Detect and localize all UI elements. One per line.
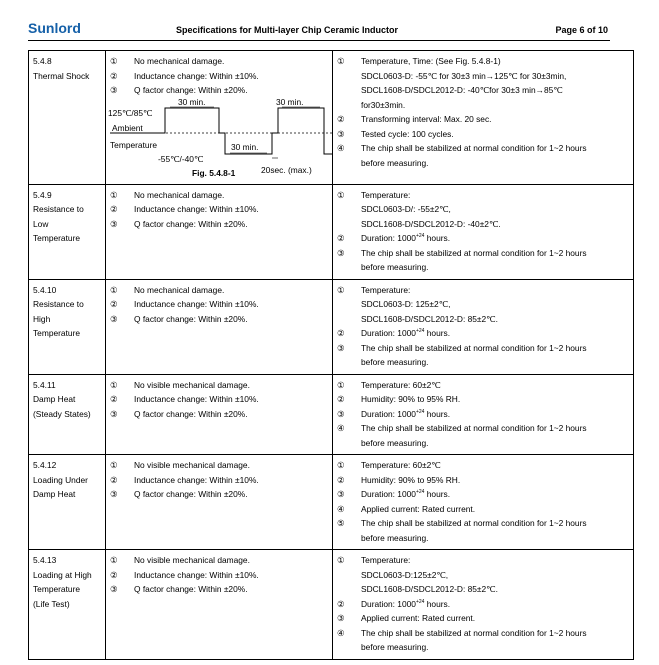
condition-text: Temperature: bbox=[361, 555, 411, 565]
requirement-line bbox=[110, 283, 328, 298]
item-number: ② bbox=[110, 569, 118, 580]
test-item-name: (Steady States) bbox=[33, 408, 91, 419]
condition-line bbox=[337, 188, 629, 203]
condition-text: SDCL0603-D: 125±2℃, bbox=[361, 299, 451, 309]
condition-text: Temperature: bbox=[361, 284, 411, 295]
condition-text: Humidity: 90% to 95% RH. bbox=[361, 394, 461, 404]
condition-text: Humidity: 90% to 95% RH. bbox=[361, 474, 461, 485]
requirements-cell bbox=[106, 279, 333, 374]
condition-line bbox=[337, 553, 629, 568]
condition-line bbox=[337, 392, 629, 407]
requirement-line bbox=[110, 487, 328, 502]
condition-text: SDCL1608-D/SDCL2012-D: 85±2℃. bbox=[361, 313, 498, 324]
item-number: ① bbox=[337, 379, 345, 390]
table-row bbox=[29, 184, 634, 279]
condition-line bbox=[337, 127, 629, 142]
item-number: ② bbox=[110, 299, 118, 309]
spec-table-body bbox=[29, 51, 634, 660]
condition-line bbox=[337, 582, 629, 597]
condition-line bbox=[337, 407, 629, 422]
item-number: ① bbox=[110, 555, 118, 565]
requirement-text: Inductance change: Within ±10%. bbox=[134, 299, 259, 309]
condition-text: SDCL0603-D: -55℃ for 30±3 min→125℃ for 30±3min, bbox=[361, 70, 567, 81]
item-number: ② bbox=[337, 474, 345, 485]
condition-text: before measuring. bbox=[361, 437, 429, 448]
condition-line bbox=[337, 640, 629, 655]
test-conditions-cell bbox=[333, 279, 634, 374]
fig-label-30min-2: 30 min. bbox=[231, 141, 259, 152]
item-number: ③ bbox=[110, 489, 118, 499]
requirement-line bbox=[110, 297, 328, 312]
condition-line bbox=[337, 231, 629, 246]
fig-label-low-temp: -55℃/-40℃ bbox=[158, 153, 204, 164]
item-number: ② bbox=[337, 233, 345, 243]
condition-line bbox=[337, 597, 629, 612]
condition-text: The chip shall be stabilized at normal condition for 1~2 hours bbox=[361, 143, 587, 153]
test-item-name: Damp Heat bbox=[33, 394, 76, 404]
item-number: ③ bbox=[110, 313, 118, 324]
condition-line bbox=[337, 341, 629, 356]
condition-text: before measuring. bbox=[361, 262, 429, 272]
condition-text: before measuring. bbox=[361, 532, 429, 543]
requirement-line bbox=[110, 202, 328, 217]
requirement-line bbox=[110, 54, 328, 69]
condition-line bbox=[337, 626, 629, 641]
condition-text: Temperature: bbox=[361, 189, 411, 200]
condition-line bbox=[337, 141, 629, 156]
requirement-text: Q factor change: Within ±20%. bbox=[134, 85, 248, 95]
test-item-name: Low bbox=[33, 218, 49, 229]
requirements-cell bbox=[106, 550, 333, 660]
condition-text: before measuring. bbox=[361, 157, 429, 168]
brand-logo: Sunlord bbox=[28, 20, 81, 36]
requirement-text: Inductance change: Within ±10%. bbox=[134, 70, 259, 81]
table-row bbox=[29, 279, 634, 374]
test-item-name: Resistance to bbox=[33, 299, 84, 309]
duration-unit: hours. bbox=[424, 328, 451, 338]
test-item-name: High bbox=[33, 313, 51, 324]
test-item-number: 5.4.9 bbox=[33, 189, 52, 200]
condition-text: Duration: 1000 bbox=[361, 408, 416, 419]
requirement-line bbox=[110, 458, 328, 473]
item-number: ④ bbox=[337, 503, 345, 514]
condition-line bbox=[337, 283, 629, 298]
page-header bbox=[28, 20, 610, 41]
item-number: ① bbox=[110, 379, 118, 390]
test-item-number: 5.4.13 bbox=[33, 555, 57, 565]
condition-text: SDCL1608-D/SDCL2012-D: -40±2℃. bbox=[361, 218, 501, 229]
condition-line bbox=[337, 260, 629, 275]
table-row bbox=[29, 455, 634, 550]
condition-line bbox=[337, 326, 629, 341]
test-item-name: Loading at High bbox=[33, 569, 92, 580]
condition-line bbox=[337, 516, 629, 531]
item-number: ③ bbox=[110, 218, 118, 229]
condition-text: Applied current: Rated current. bbox=[361, 613, 476, 623]
condition-line bbox=[337, 421, 629, 436]
item-number: ① bbox=[110, 284, 118, 295]
requirement-line bbox=[110, 83, 328, 98]
condition-text: before measuring. bbox=[361, 357, 429, 367]
duration-tolerance: +24 bbox=[415, 233, 425, 240]
condition-text: for30±3min. bbox=[361, 99, 406, 110]
fig-label-30min-1: 30 min. bbox=[178, 96, 206, 107]
requirement-line bbox=[110, 312, 328, 327]
condition-text: Duration: 1000 bbox=[361, 233, 416, 243]
requirement-text: No visible mechanical damage. bbox=[134, 555, 250, 565]
duration-unit: hours. bbox=[424, 408, 451, 419]
requirement-line bbox=[110, 217, 328, 232]
document-title: Specifications for Multi-layer Chip Ceramic Inductor bbox=[176, 25, 399, 35]
item-number: ① bbox=[110, 460, 118, 470]
test-conditions-cell bbox=[333, 184, 634, 279]
test-item-name: Temperature bbox=[33, 584, 81, 594]
item-number: ③ bbox=[337, 342, 345, 353]
condition-text: The chip shall be stabilized at normal condition for 1~2 hours bbox=[361, 423, 587, 433]
requirement-text: No mechanical damage. bbox=[134, 284, 225, 295]
test-item-name: (Life Test) bbox=[33, 598, 70, 609]
requirement-line bbox=[110, 473, 328, 488]
item-number: ② bbox=[337, 328, 345, 338]
requirement-line bbox=[110, 553, 328, 568]
requirement-text: Inductance change: Within ±10%. bbox=[134, 474, 259, 485]
test-item-cell bbox=[29, 184, 106, 279]
condition-line bbox=[337, 297, 629, 312]
test-item-number: 5.4.12 bbox=[33, 460, 57, 470]
requirement-text: No visible mechanical damage. bbox=[134, 460, 250, 470]
item-number: ② bbox=[337, 598, 345, 609]
fig-label-ambient: Ambient bbox=[112, 122, 143, 133]
condition-line bbox=[337, 487, 629, 502]
test-item-name: Damp Heat bbox=[33, 489, 76, 499]
condition-line bbox=[337, 54, 629, 69]
requirement-text: No mechanical damage. bbox=[134, 189, 225, 200]
requirement-text: Q factor change: Within ±20%. bbox=[134, 218, 248, 229]
condition-line bbox=[337, 436, 629, 451]
condition-line bbox=[337, 98, 629, 113]
condition-text: Temperature: 60±2℃ bbox=[361, 379, 441, 390]
condition-line bbox=[337, 312, 629, 327]
item-number: ③ bbox=[110, 85, 118, 95]
condition-line bbox=[337, 83, 629, 98]
page-number: Page 6 of 10 bbox=[555, 25, 608, 35]
item-number: ③ bbox=[337, 489, 345, 499]
test-item-number: 5.4.8 bbox=[33, 56, 52, 66]
requirement-line bbox=[110, 407, 328, 422]
condition-text: Tested cycle: 100 cycles. bbox=[361, 128, 454, 139]
duration-tolerance: +24 bbox=[415, 598, 425, 605]
item-number: ③ bbox=[337, 128, 345, 139]
condition-line bbox=[337, 355, 629, 370]
requirement-text: Q factor change: Within ±20%. bbox=[134, 584, 248, 594]
condition-line bbox=[337, 473, 629, 488]
condition-line bbox=[337, 611, 629, 626]
test-item-number: 5.4.10 bbox=[33, 284, 57, 295]
item-number: ② bbox=[110, 394, 118, 404]
requirement-text: No visible mechanical damage. bbox=[134, 379, 250, 390]
test-conditions-cell bbox=[333, 51, 634, 185]
duration-tolerance: +24 bbox=[415, 408, 425, 415]
table-row bbox=[29, 51, 634, 185]
condition-text: The chip shall be stabilized at normal condition for 1~2 hours bbox=[361, 627, 587, 638]
condition-line bbox=[337, 568, 629, 583]
condition-text: Duration: 1000 bbox=[361, 489, 416, 499]
condition-text: Duration: 1000 bbox=[361, 598, 416, 609]
thermal-shock-figure bbox=[108, 96, 328, 180]
condition-text: Applied current: Rated current. bbox=[361, 503, 476, 514]
condition-line bbox=[337, 69, 629, 84]
condition-text: The chip shall be stabilized at normal condition for 1~2 hours bbox=[361, 518, 587, 528]
condition-line bbox=[337, 458, 629, 473]
test-item-name: Resistance to bbox=[33, 204, 84, 214]
duration-unit: hours. bbox=[424, 233, 451, 243]
requirement-line bbox=[110, 568, 328, 583]
item-number: ④ bbox=[337, 423, 345, 433]
item-number: ④ bbox=[337, 627, 345, 638]
condition-text: SDCL1608-D/SDCL2012-D: -40℃for 30±3 min→85℃ bbox=[361, 85, 563, 95]
requirement-text: Q factor change: Within ±20%. bbox=[134, 489, 248, 499]
condition-line bbox=[337, 531, 629, 546]
condition-line bbox=[337, 112, 629, 127]
condition-text: Transforming interval: Max. 20 sec. bbox=[361, 114, 492, 124]
item-number: ② bbox=[110, 204, 118, 214]
condition-line bbox=[337, 202, 629, 217]
requirement-line bbox=[110, 582, 328, 597]
item-number: ③ bbox=[337, 408, 345, 419]
item-number: ② bbox=[337, 114, 345, 124]
item-number: ① bbox=[337, 56, 345, 66]
item-number: ① bbox=[337, 284, 345, 295]
table-row bbox=[29, 374, 634, 455]
test-conditions-cell bbox=[333, 374, 634, 455]
item-number: ③ bbox=[110, 584, 118, 594]
requirement-text: Q factor change: Within ±20%. bbox=[134, 408, 248, 419]
requirement-text: Inductance change: Within ±10%. bbox=[134, 394, 259, 404]
requirement-text: Inductance change: Within ±10%. bbox=[134, 569, 259, 580]
requirements-cell bbox=[106, 51, 333, 185]
item-number: ① bbox=[337, 555, 345, 565]
requirements-cell bbox=[106, 455, 333, 550]
condition-text: before measuring. bbox=[361, 642, 429, 652]
item-number: ① bbox=[110, 56, 118, 66]
test-item-name: Temperature bbox=[33, 233, 81, 243]
item-number: ③ bbox=[337, 247, 345, 258]
condition-line bbox=[337, 502, 629, 517]
requirement-line bbox=[110, 392, 328, 407]
condition-line bbox=[337, 378, 629, 393]
requirement-text: Q factor change: Within ±20%. bbox=[134, 313, 248, 324]
fig-label-temperature: Temperature bbox=[110, 139, 158, 150]
condition-line bbox=[337, 156, 629, 171]
requirement-line bbox=[110, 188, 328, 203]
fig-label-high-temp: 125℃/85℃ bbox=[108, 107, 153, 118]
item-number: ② bbox=[110, 474, 118, 485]
condition-text: Temperature, Time: (See Fig. 5.4.8-1) bbox=[361, 56, 501, 66]
item-number: ② bbox=[337, 394, 345, 404]
condition-text: SDCL0603-D/: -55±2℃, bbox=[361, 204, 451, 214]
duration-tolerance: +24 bbox=[415, 328, 425, 335]
item-number: ③ bbox=[110, 408, 118, 419]
condition-text: The chip shall be stabilized at normal condition for 1~2 hours bbox=[361, 247, 587, 258]
condition-text: SDCL0603-D:125±2℃, bbox=[361, 569, 449, 580]
item-number: ② bbox=[110, 70, 118, 81]
requirement-text: No mechanical damage. bbox=[134, 56, 225, 66]
item-number: ④ bbox=[337, 143, 345, 153]
item-number: ① bbox=[337, 460, 345, 470]
table-row bbox=[29, 550, 634, 660]
requirement-line bbox=[110, 378, 328, 393]
fig-label-20sec: 20sec. (max.) bbox=[261, 164, 312, 175]
test-item-number: 5.4.11 bbox=[33, 379, 56, 390]
spec-table bbox=[28, 50, 634, 660]
test-conditions-cell bbox=[333, 550, 634, 660]
requirements-cell bbox=[106, 184, 333, 279]
condition-text: SDCL1608-D/SDCL2012-D: 85±2℃. bbox=[361, 584, 498, 594]
test-item-cell bbox=[29, 550, 106, 660]
item-number: ③ bbox=[337, 613, 345, 623]
test-item-name: Loading Under bbox=[33, 474, 88, 485]
duration-unit: hours. bbox=[424, 598, 451, 609]
duration-tolerance: +24 bbox=[415, 489, 425, 496]
requirements-cell bbox=[106, 374, 333, 455]
duration-unit: hours. bbox=[424, 489, 451, 499]
item-number: ⑤ bbox=[337, 518, 345, 528]
requirement-line bbox=[110, 69, 328, 84]
requirement-text: Inductance change: Within ±10%. bbox=[134, 204, 259, 214]
test-item-cell bbox=[29, 279, 106, 374]
condition-text: Duration: 1000 bbox=[361, 328, 416, 338]
fig-caption: Fig. 5.4.8-1 bbox=[192, 167, 236, 178]
test-item-cell bbox=[29, 51, 106, 185]
test-item-name: Temperature bbox=[33, 328, 81, 338]
test-item-name: Thermal Shock bbox=[33, 70, 90, 81]
condition-text: Temperature: 60±2℃ bbox=[361, 460, 441, 470]
condition-line bbox=[337, 217, 629, 232]
item-number: ① bbox=[110, 189, 118, 200]
condition-line bbox=[337, 246, 629, 261]
test-item-cell bbox=[29, 374, 106, 455]
test-item-cell bbox=[29, 455, 106, 550]
condition-text: The chip shall be stabilized at normal condition for 1~2 hours bbox=[361, 342, 587, 353]
item-number: ① bbox=[337, 189, 345, 200]
fig-label-30min-3: 30 min. bbox=[276, 96, 304, 107]
test-conditions-cell bbox=[333, 455, 634, 550]
